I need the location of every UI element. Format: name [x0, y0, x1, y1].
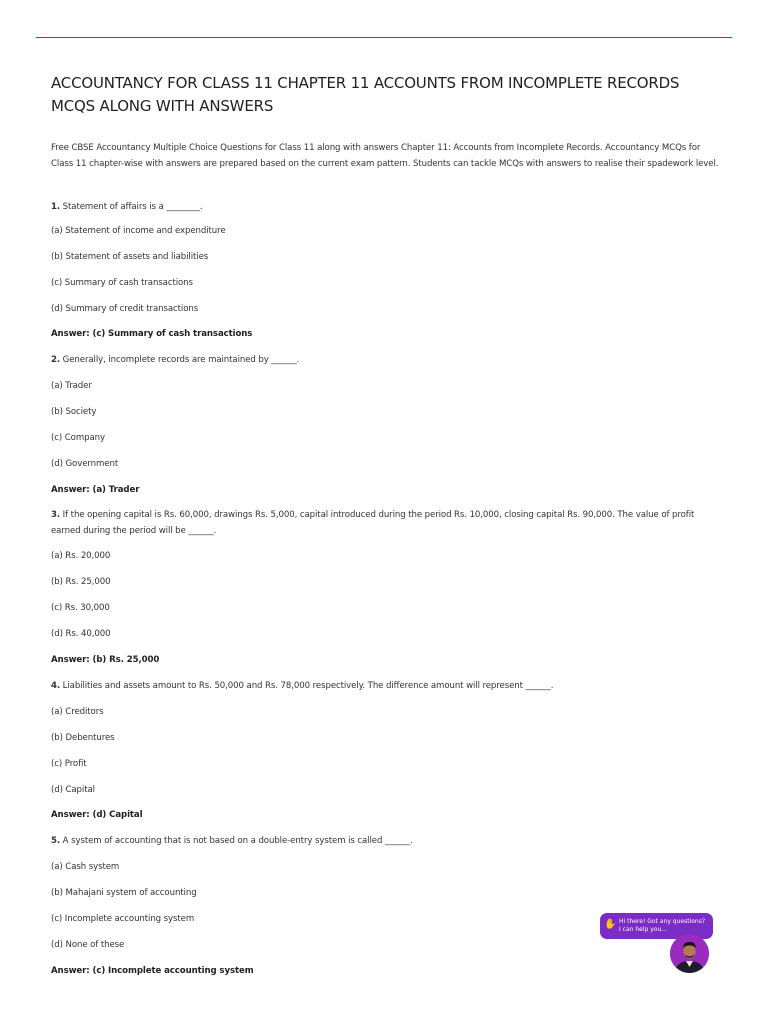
option: (c) Summary of cash transactions [51, 278, 193, 288]
option: (b) Statement of assets and liabilities [51, 252, 209, 262]
option: (d) Government [51, 459, 119, 469]
article [51, 72, 719, 145]
question-number: 5. [51, 836, 61, 846]
question-body: A system of accounting that is not based on a double-entry system is called ______. [60, 836, 413, 846]
question-number: 2. [51, 355, 61, 365]
option: (c) Rs. 30,000 [51, 603, 110, 613]
question-number: 4. [51, 681, 61, 691]
question-body: If the opening capital is Rs. 60,000, drawings Rs. 5,000, capital introduced during the period Rs. 10,000, closing capital Rs. 90,000. The value of profit earned during the period will be ______. [51, 510, 695, 536]
option: (a) Creditors [51, 707, 104, 717]
option: (a) Statement of income and expenditure [51, 226, 226, 236]
waving-hand-icon: ✋ [604, 919, 617, 930]
option: (b) Mahajani system of accounting [51, 888, 197, 898]
answer: Answer: (d) Capital [51, 810, 143, 820]
question-body: Statement of affairs is a ________. [60, 202, 203, 212]
question-3 [51, 507, 719, 539]
option: (a) Cash system [51, 862, 120, 872]
option: (b) Society [51, 407, 97, 417]
option: (b) Rs. 25,000 [51, 577, 111, 587]
option: (a) Rs. 20,000 [51, 551, 111, 561]
chat-avatar[interactable] [670, 934, 709, 973]
option: (d) Summary of credit transactions [51, 304, 199, 314]
question-2 [51, 352, 719, 368]
option: (d) None of these [51, 940, 125, 950]
question-number: 3. [51, 510, 61, 520]
question-5 [51, 833, 719, 849]
answer: Answer: (b) Rs. 25,000 [51, 655, 160, 665]
question-text [51, 833, 719, 849]
question-text [51, 352, 719, 368]
chat-line-1: Hi there! Got any questions? [619, 918, 706, 925]
question-body: Generally, incomplete records are maintained by ______. [60, 355, 300, 365]
person-icon [670, 934, 709, 973]
answer: Answer: (c) Incomplete accounting system [51, 966, 254, 976]
intro-paragraph [51, 140, 719, 179]
intro-text: Free CBSE Accountancy Multiple Choice Questions for Class 11 along with answers Chapter 11: Accounts from Incomplete Records. Accountancy MCQs for Class 11 chapter-wise with answers are prepared based on the current exam pattern. Students can tackle MCQs with answers to realise their spadework level. [51, 143, 719, 169]
question-body: Liabilities and assets amount to Rs. 50,000 and Rs. 78,000 respectively. The difference amount will represent ______. [60, 681, 554, 691]
page-title [51, 72, 719, 118]
option: (c) Profit [51, 759, 87, 769]
option: (b) Debentures [51, 733, 115, 743]
answer: Answer: (c) Summary of cash transactions [51, 329, 253, 339]
option: (c) Incomplete accounting system [51, 914, 195, 924]
title-line-2: MCQS ALONG WITH ANSWERS [51, 97, 274, 115]
option: (d) Rs. 40,000 [51, 629, 111, 639]
question-number: 1. [51, 202, 61, 212]
title-line-1: ACCOUNTANCY FOR CLASS 11 CHAPTER 11 ACCOUNTS FROM INCOMPLETE RECORDS [51, 74, 680, 92]
chat-line-2: I can help you... [619, 926, 667, 933]
question-text [51, 678, 719, 694]
question-text [51, 199, 719, 215]
answer: Answer: (a) Trader [51, 485, 140, 495]
question-1 [51, 199, 719, 215]
option: (d) Capital [51, 785, 95, 795]
question-text [51, 507, 719, 539]
question-4 [51, 678, 719, 694]
option: (c) Company [51, 433, 105, 443]
option: (a) Trader [51, 381, 92, 391]
header-divider [36, 37, 732, 38]
